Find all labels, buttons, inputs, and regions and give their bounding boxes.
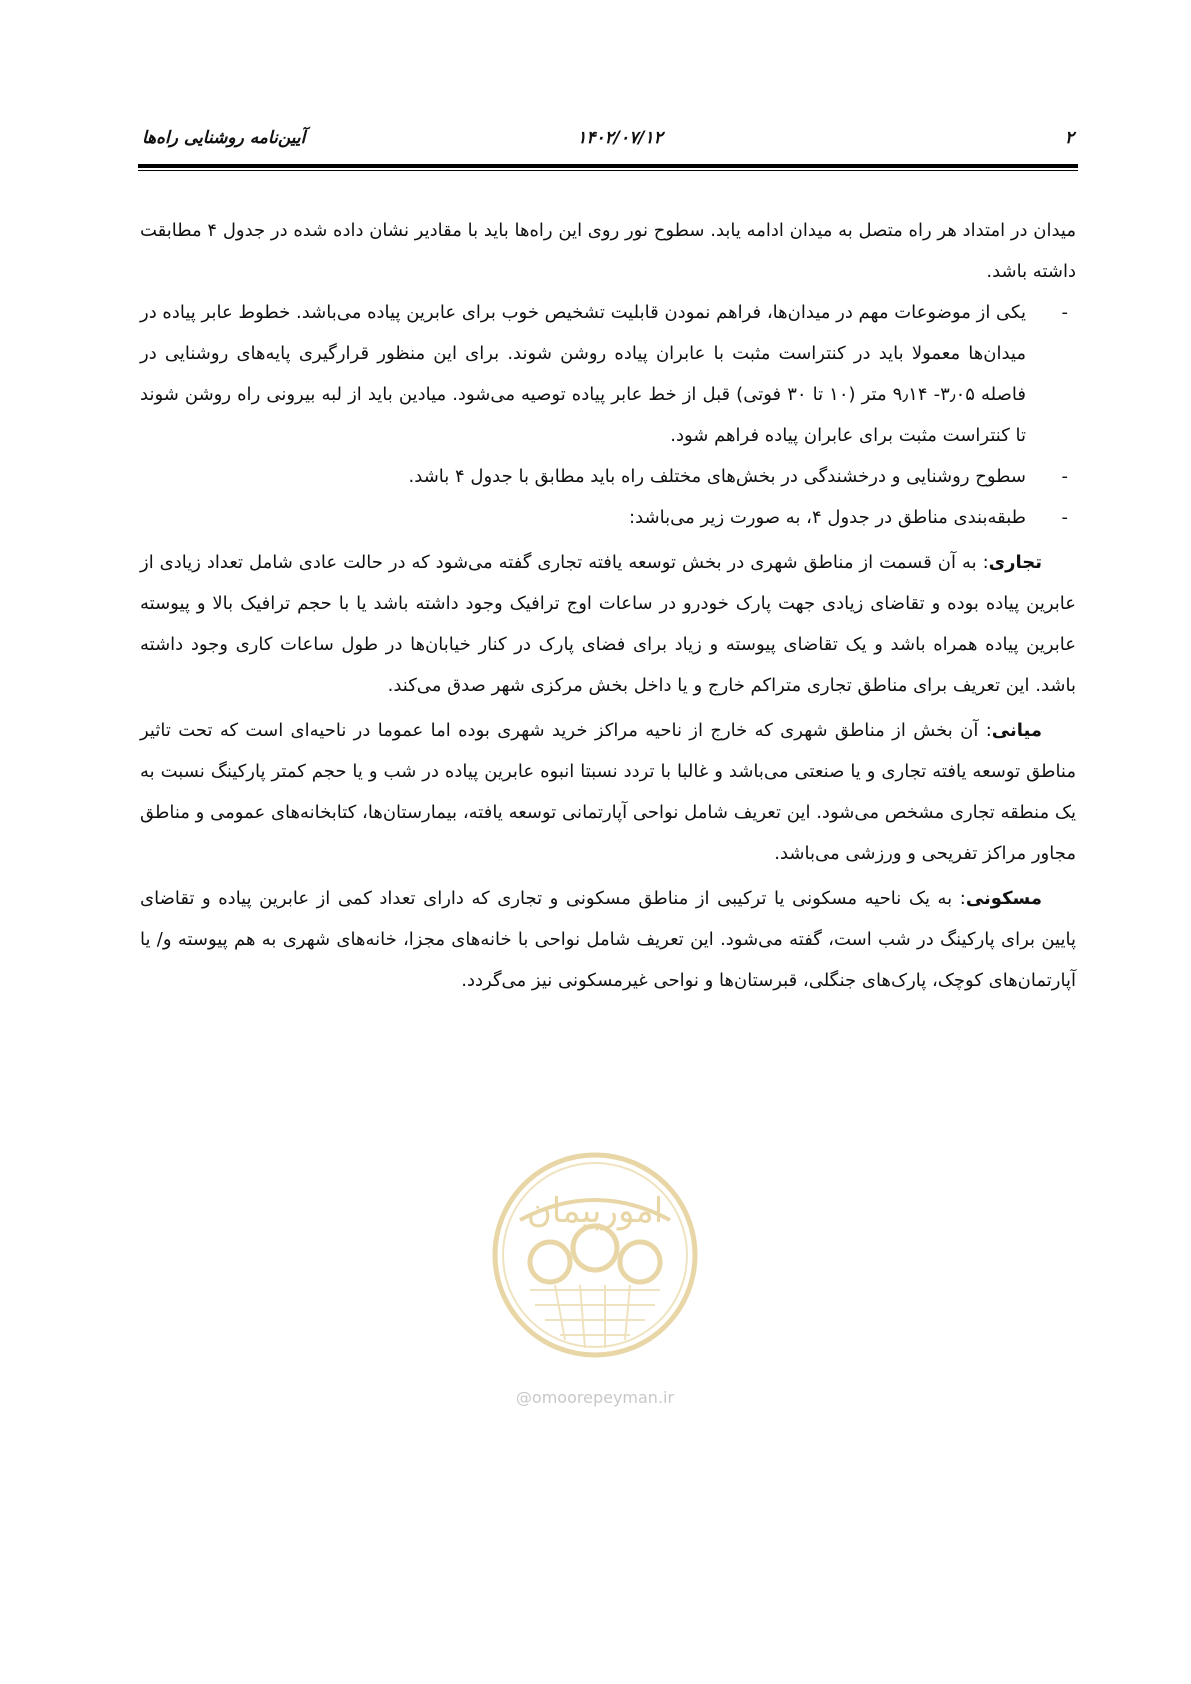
page-body xyxy=(140,210,1076,1001)
definition-intermediate xyxy=(140,710,1076,874)
definition-term: تجاری xyxy=(988,552,1042,573)
definition-residential xyxy=(140,878,1076,1001)
intro-paragraph: میدان در امتداد هر راه متصل به میدان ادامه یابد. سطوح نور روی این راه‌ها باید با مقادیر نشان داده شده در جدول ۴ مطابقت داشته باشد. xyxy=(140,220,1076,282)
bullet-item xyxy=(140,292,1076,456)
header-date: ۱۴۰۲/۰۷/۱۲ xyxy=(577,128,663,148)
bullet-item xyxy=(140,497,1076,538)
bullet-marker: - xyxy=(1061,507,1068,528)
bullet-item xyxy=(140,456,1076,497)
definition-commercial xyxy=(140,542,1076,706)
definition-text: : به یک ناحیه مسکونی یا ترکیبی از مناطق مسکونی و تجاری که دارای تعداد کمی از عابرین پیاده و تقاضای پایین برای پارکینگ در شب است، گفته می‌شود. این تعریف شامل نواحی با خانه‌های مجزا، خانه‌های شهری به هم پیوسته و/ یا آپارتمان‌های کوچک، پارک‌های جنگلی، قبرستان‌ها و نواحی غیرمسکونی نیز می‌گردد. xyxy=(140,888,1076,991)
page-number: ۲ xyxy=(1064,128,1074,148)
definition-text: : به آن قسمت از مناطق شهری در بخش توسعه یافته تجاری گفته می‌شود که در حالت عادی شامل تعداد زیادی از عابرین پیاده بوده و تقاضای زیادی جهت پارک خودرو در ساعات اوج ترافیک وجود داشته باشد یا با حجم ترافیک بالا و پیوسته عابرین پیاده همراه باشد و یک تقاضای پیوسته و زیاد برای فضای پارک در کنار خیابان‌ها در طول ساعات کاری وجود داشته باشد. این تعریف برای مناطق تجاری متراکم خارج و یا داخل بخش مرکزی شهر صدق می‌کند. xyxy=(140,552,1076,696)
header-rule-thin xyxy=(138,170,1078,171)
definition-term: میانی xyxy=(991,720,1042,741)
header-rule xyxy=(138,164,1078,168)
bullet-marker: - xyxy=(1061,466,1068,487)
definition-term: مسکونی xyxy=(965,888,1042,909)
bullet-marker: - xyxy=(1061,302,1068,323)
header-title: آیین‌نامه روشنایی راه‌ها xyxy=(142,128,306,148)
definition-text: : آن بخش از مناطق شهری که خارج از ناحیه مراکز خرید شهری بوده اما عموما در ناحیه‌ای است که تحت تاثیر مناطق توسعه یافته تجاری و یا صنعتی می‌باشد و غالبا با تردد نسبتا انبوه عابرین پیاده در شب و یا حجم کمتر پارکینگ نسبت به یک منطقه تجاری مشخص می‌شود. این تعریف شامل نواحی آپارتمانی توسعه یافته، بیمارستان‌ها، کتابخانه‌های عمومی و مناطق مجاور مراکز تفریحی و ورزشی می‌باشد. xyxy=(140,720,1076,864)
seal-logo-text: امورپیمان xyxy=(526,1191,664,1231)
bullet-text: یکی از موضوعات مهم در میدان‌ها، فراهم نمودن قابلیت تشخیص خوب برای عابرین پیاده می‌باشد. خطوط عابر پیاده در میدان‌ها معمولا باید در کنتراست مثبت با عابران پیاده روشن شوند. برای این منظور قرارگیری پایه‌های روشنایی در فاصله ۳٫۰۵- ۹٫۱۴ متر (۱۰ تا ۳۰ فوتی) قبل از خط عابر پیاده توصیه می‌شود. میادین باید از لبه بیرونی راه روشن شوند تا کنتراست مثبت برای عابران پیاده فراهم شود. xyxy=(140,302,1026,446)
bullet-text: سطوح روشنایی و درخشندگی در بخش‌های مختلف راه باید مطابق با جدول ۴ باشد. xyxy=(408,466,1026,487)
page-header xyxy=(138,128,1078,150)
seal-caption: @omoorepeyman.ir xyxy=(515,1388,675,1407)
omoorepeyman-seal-icon xyxy=(490,1150,700,1360)
bullet-text: طبقه‌بندی مناطق در جدول ۴، به صورت زیر می‌باشد: xyxy=(629,507,1026,528)
